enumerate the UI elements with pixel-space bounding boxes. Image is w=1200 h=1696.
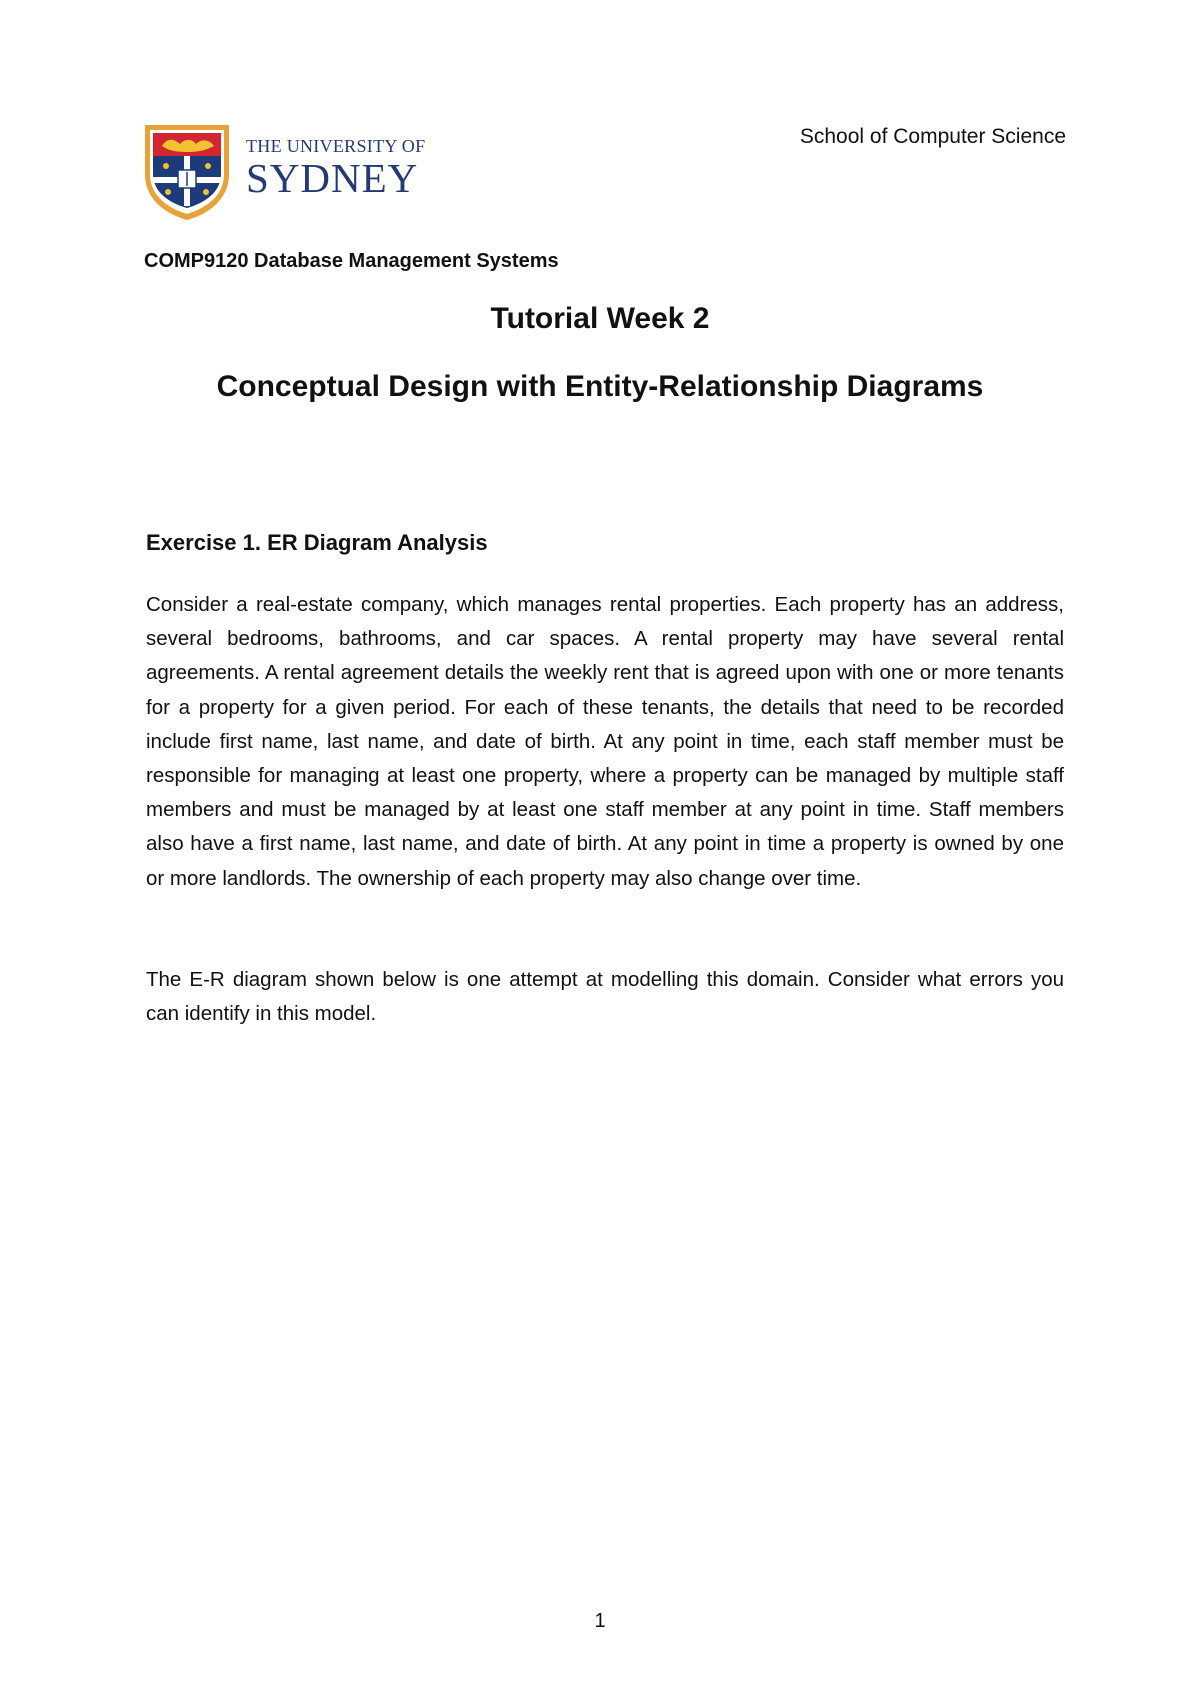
logo-line-bottom: SYDNEY [246, 155, 419, 201]
page-title: Tutorial Week 2 [490, 302, 710, 335]
exercise-paragraph-1: Consider a real-estate company, which manages rental properties. Each property has an address, several bedrooms, bathrooms, and car spaces. A rental property may have several rental agreements. A rental agreement details the weekly rent that is agreed upon with one or more tenants for a property for a given period. For each of these tenants, the details that need to be recorded include first name, last name, and date of birth. At any point in time, each staff member must be responsible for managing at least one property, where a property can be managed by multiple staff members and must be managed by at least one staff member at any point in time. Staff members also have a first name, last name, and date of birth. At any point in time a property is owned by one or more landlords. The ownership of each property may also change over time. [146, 593, 1064, 890]
university-crest-icon [142, 122, 232, 222]
page-subtitle: Conceptual Design with Entity-Relationship Diagrams [216, 370, 984, 403]
course-title: COMP9120 Database Management Systems [144, 250, 559, 272]
page-number: 1 [594, 1610, 606, 1632]
logo-line-top: THE UNIVERSITY OF [246, 136, 426, 156]
university-logo [142, 122, 432, 222]
exercise-paragraph-2: The E-R diagram shown below is one attempt at modelling this domain. Consider what errors you can identify in this model. [146, 968, 1064, 1026]
exercise-heading: Exercise 1. ER Diagram Analysis [146, 530, 488, 555]
school-name: School of Computer Science [799, 125, 1066, 148]
university-wordmark [246, 136, 425, 200]
